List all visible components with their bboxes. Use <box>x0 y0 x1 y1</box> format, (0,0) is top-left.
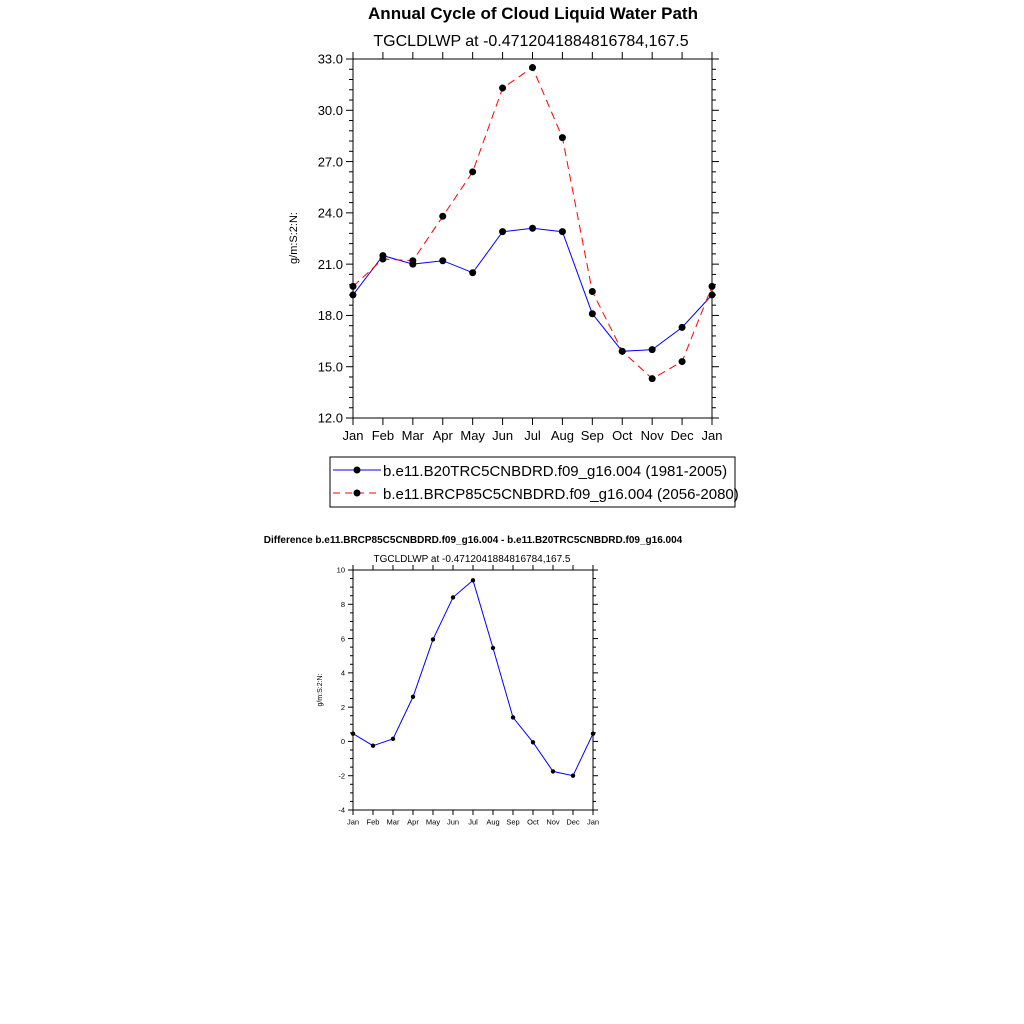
chart2-series-0-point <box>551 769 555 773</box>
chart1-ytick-label: 21.0 <box>317 256 343 272</box>
chart2-xtick-label: Mar <box>386 817 400 827</box>
chart2-xtick-label: Oct <box>527 817 539 827</box>
chart2-xtick-label: May <box>425 817 441 827</box>
chart2-ytick-label: -2 <box>338 771 345 781</box>
chart2-xtick-label: Apr <box>407 817 419 827</box>
chart1-series-1-point <box>379 256 386 263</box>
chart1-ytick-label: 24.0 <box>317 205 343 221</box>
chart1-subtitle: TGCLDLWP at -0.4712041884816784,167.5 <box>373 33 689 50</box>
chart2-xtick-label: Feb <box>366 817 380 827</box>
chart1-series-1-line <box>353 68 712 379</box>
chart1-xtick-label: Nov <box>640 428 664 443</box>
chart1-xtick-label: Apr <box>432 428 453 443</box>
chart1-xtick-label: Sep <box>580 428 604 443</box>
chart2-series-0-line <box>353 580 593 775</box>
chart2-plot <box>337 565 599 827</box>
chart1-plot <box>318 52 723 443</box>
chart1-ytick-label: 30.0 <box>317 102 343 118</box>
chart1-series-0-point <box>649 346 656 353</box>
chart2-ytick-label: 10 <box>336 565 345 575</box>
chart1-xtick-label: May <box>460 428 485 443</box>
chart2-series-0-point <box>411 695 415 699</box>
chart2-series-0-point <box>571 774 575 778</box>
chart2-series-0-point <box>591 732 595 736</box>
main-title: Annual Cycle of Cloud Liquid Water Path <box>368 4 698 23</box>
legend-marker-future <box>354 490 361 497</box>
chart1-series-0-line <box>353 228 712 351</box>
chart2-xtick-label: Jul <box>468 817 478 827</box>
chart1-xtick-label: Jan <box>701 428 723 443</box>
chart2-frame <box>353 570 593 810</box>
chart2-xtick-label: Jun <box>446 817 460 827</box>
chart1-series-0-point <box>679 324 686 331</box>
chart1-series-1-point <box>529 64 536 71</box>
chart1-ytick-label: 33.0 <box>317 51 343 67</box>
chart1-series-0-point <box>559 228 566 235</box>
chart1-xtick-label: Jan <box>342 428 364 443</box>
chart2-subtitle: TGCLDLWP at -0.4712041884816784,167.5 <box>373 554 571 565</box>
chart1-frame <box>353 59 712 418</box>
legend-label-historical: b.e11.B20TRC5CNBDRD.f09_g16.004 (1981-2005) <box>383 463 728 480</box>
chart1-series-1-point <box>350 283 357 290</box>
chart1-ytick-label: 18.0 <box>317 308 343 324</box>
chart1-series-1-point <box>619 348 626 355</box>
chart1-ytick-label: 27.0 <box>317 154 343 170</box>
chart2-ytick-label: 8 <box>340 599 345 609</box>
legend-marker-historical <box>354 467 361 474</box>
chart2-series-0-point <box>391 737 395 741</box>
chart2-ytick-label: -4 <box>338 805 345 815</box>
chart2-xtick-label: Jan <box>346 817 360 827</box>
chart2-ytick-label: 4 <box>340 668 345 678</box>
chart1-xtick-label: Feb <box>371 428 395 443</box>
legend-label-future: b.e11.BRCP85C5CNBDRD.f09_g16.004 (2056-2080) <box>383 486 739 503</box>
chart2-ytick-label: 2 <box>340 702 345 712</box>
chart1-series-0-point <box>499 228 506 235</box>
chart1-series-0-point <box>350 291 357 298</box>
chart1-series-0-point <box>709 291 716 298</box>
chart2-xtick-label: Sep <box>506 817 520 827</box>
chart1-series-1-point <box>409 257 416 264</box>
chart1-ytick-label: 12.0 <box>317 410 343 426</box>
chart1-series-0-point <box>589 310 596 317</box>
chart1-series-1-point <box>469 168 476 175</box>
chart1-series-0-point <box>469 269 476 276</box>
chart1-xtick-label: Jul <box>524 428 541 443</box>
chart1-xtick-label: Dec <box>670 428 694 443</box>
chart2-xtick-label: Aug <box>486 817 500 827</box>
chart2-xtick-label: Jan <box>586 817 600 827</box>
chart1-series-1-point <box>679 358 686 365</box>
chart1-ylabel: g/m:S:2:N: <box>288 212 300 264</box>
chart1-series-1-point <box>589 288 596 295</box>
chart1-series-1-point <box>559 134 566 141</box>
chart1-xtick-label: Aug <box>550 428 574 443</box>
chart2-series-0-point <box>371 744 375 748</box>
chart2-ylabel: g/m:S:2:N: <box>317 673 324 707</box>
chart2-xtick-label: Nov <box>546 817 560 827</box>
chart1-series-1-point <box>439 213 446 220</box>
chart1-xtick-label: Mar <box>401 428 425 443</box>
chart2-series-0-point <box>491 646 495 650</box>
chart2-xtick-label: Dec <box>566 817 580 827</box>
chart2-series-0-point <box>451 595 455 599</box>
chart1-series-1-point <box>499 85 506 92</box>
chart2-ytick-label: 0 <box>340 737 345 747</box>
chart1-series-1-point <box>649 375 656 382</box>
chart1-series-1-point <box>709 283 716 290</box>
chart1-xtick-label: Oct <box>612 428 633 443</box>
chart2-ytick-label: 6 <box>340 634 345 644</box>
chart2-series-0-point <box>531 740 535 744</box>
chart2-series-0-point <box>471 578 475 582</box>
chart2-series-0-point <box>511 715 515 719</box>
chart1-series-0-point <box>439 257 446 264</box>
chart1-legend <box>330 457 739 507</box>
chart1-series-0-point <box>529 225 536 232</box>
diff-title: Difference b.e11.BRCP85C5CNBDRD.f09_g16.004 - b.e11.B20TRC5CNBDRD.f09_g16.004 <box>263 535 683 546</box>
chart2-series-0-point <box>351 732 355 736</box>
chart1-ytick-label: 15.0 <box>317 359 343 375</box>
chart2-series-0-point <box>431 637 435 641</box>
chart1-xtick-label: Jun <box>492 428 514 443</box>
